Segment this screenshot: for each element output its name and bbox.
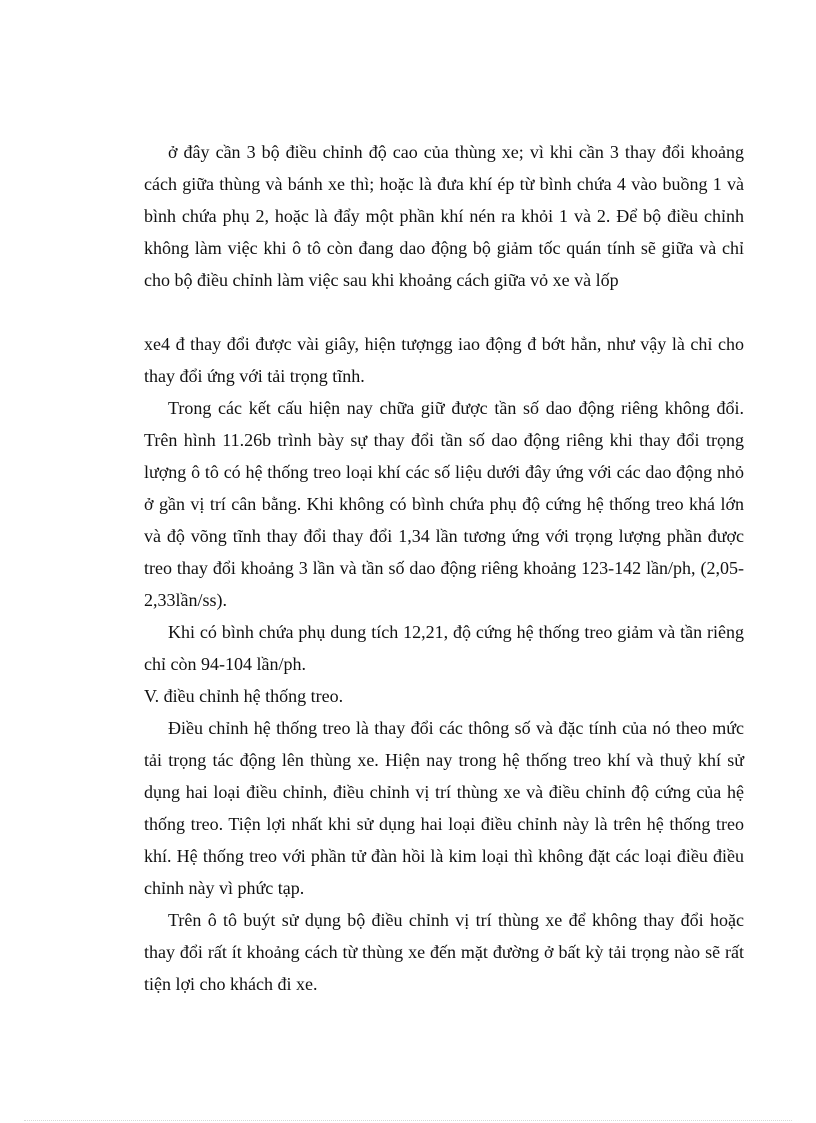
paragraph-2: xe4 đ thay đổi được vài giây, hiện tượngg iao động đ bớt hẳn, như vậy là chỉ cho thay đổi ứng với tải trọng tĩnh.	[144, 334, 744, 386]
section-heading: V. điều chỉnh hệ thống treo.	[144, 686, 344, 706]
paragraph-5: Điều chỉnh hệ thống treo là thay đổi các thông số và đặc tính của nó theo mức tải trọng tác động lên thùng xe. Hiện nay trong hệ thống treo khí và thuỷ khí sử dụng hai loại điều chỉnh, điều chỉnh vị trí thùng xe và điều chỉnh độ cứng của hệ thống treo. Tiện lợi nhất khi sử dụng hai loại điều chỉnh này là trên hệ thống treo khí. Hệ thống treo với phần tử đàn hồi là kim loại thì không đặt các loại điều điều chỉnh này vì phức tạp.	[144, 718, 744, 898]
page-bottom-divider	[24, 1120, 792, 1121]
paragraph-4: Khi có bình chứa phụ dung tích 12,21, độ cứng hệ thống treo giảm và tần riêng chỉ còn 94-104 lần/ph.	[144, 622, 744, 674]
text-block-top	[144, 136, 744, 296]
text-block-main	[144, 328, 744, 1000]
paragraph-1: ở đây cần 3 bộ điều chỉnh độ cao của thùng xe; vì khi cần 3 thay đổi khoảng cách giữa thùng và bánh xe thì; hoặc là đưa khí ép từ bình chứa 4 vào buồng 1 và bình chứa phụ 2, hoặc là đẩy một phần khí nén ra khỏi 1 và 2. Để bộ điều chỉnh không làm việc khi ô tô còn đang dao động bộ giảm tốc quán tính sẽ giữa và chỉ cho bộ điều chỉnh làm việc sau khi khoảng cách giữa vỏ xe và lốp	[144, 142, 744, 290]
paragraph-3: Trong các kết cấu hiện nay chữa giữ được tần số dao động riêng không đổi. Trên hình 11.26b trình bày sự thay đổi tần số dao động riêng khi thay đổi trọng lượng ô tô có hệ thống treo loại khí các số liệu dưới đây ứng với các dao động nhỏ ở gần vị trí cân bằng. Khi không có bình chứa phụ độ cứng hệ thống treo khá lớn và độ võng tĩnh thay đổi thay đổi 1,34 lần tương ứng với trọng lượng phần được treo thay đổi khoảng 3 lần và tần số dao động riêng khoảng 123-142 lần/ph, (2,05-2,33lần/ss).	[144, 398, 744, 610]
paragraph-6: Trên ô tô buýt sử dụng bộ điều chỉnh vị trí thùng xe để không thay đổi hoặc thay đổi rất ít khoảng cách từ thùng xe đến mặt đường ở bất kỳ tải trọng nào sẽ rất tiện lợi cho khách đi xe.	[144, 910, 744, 994]
